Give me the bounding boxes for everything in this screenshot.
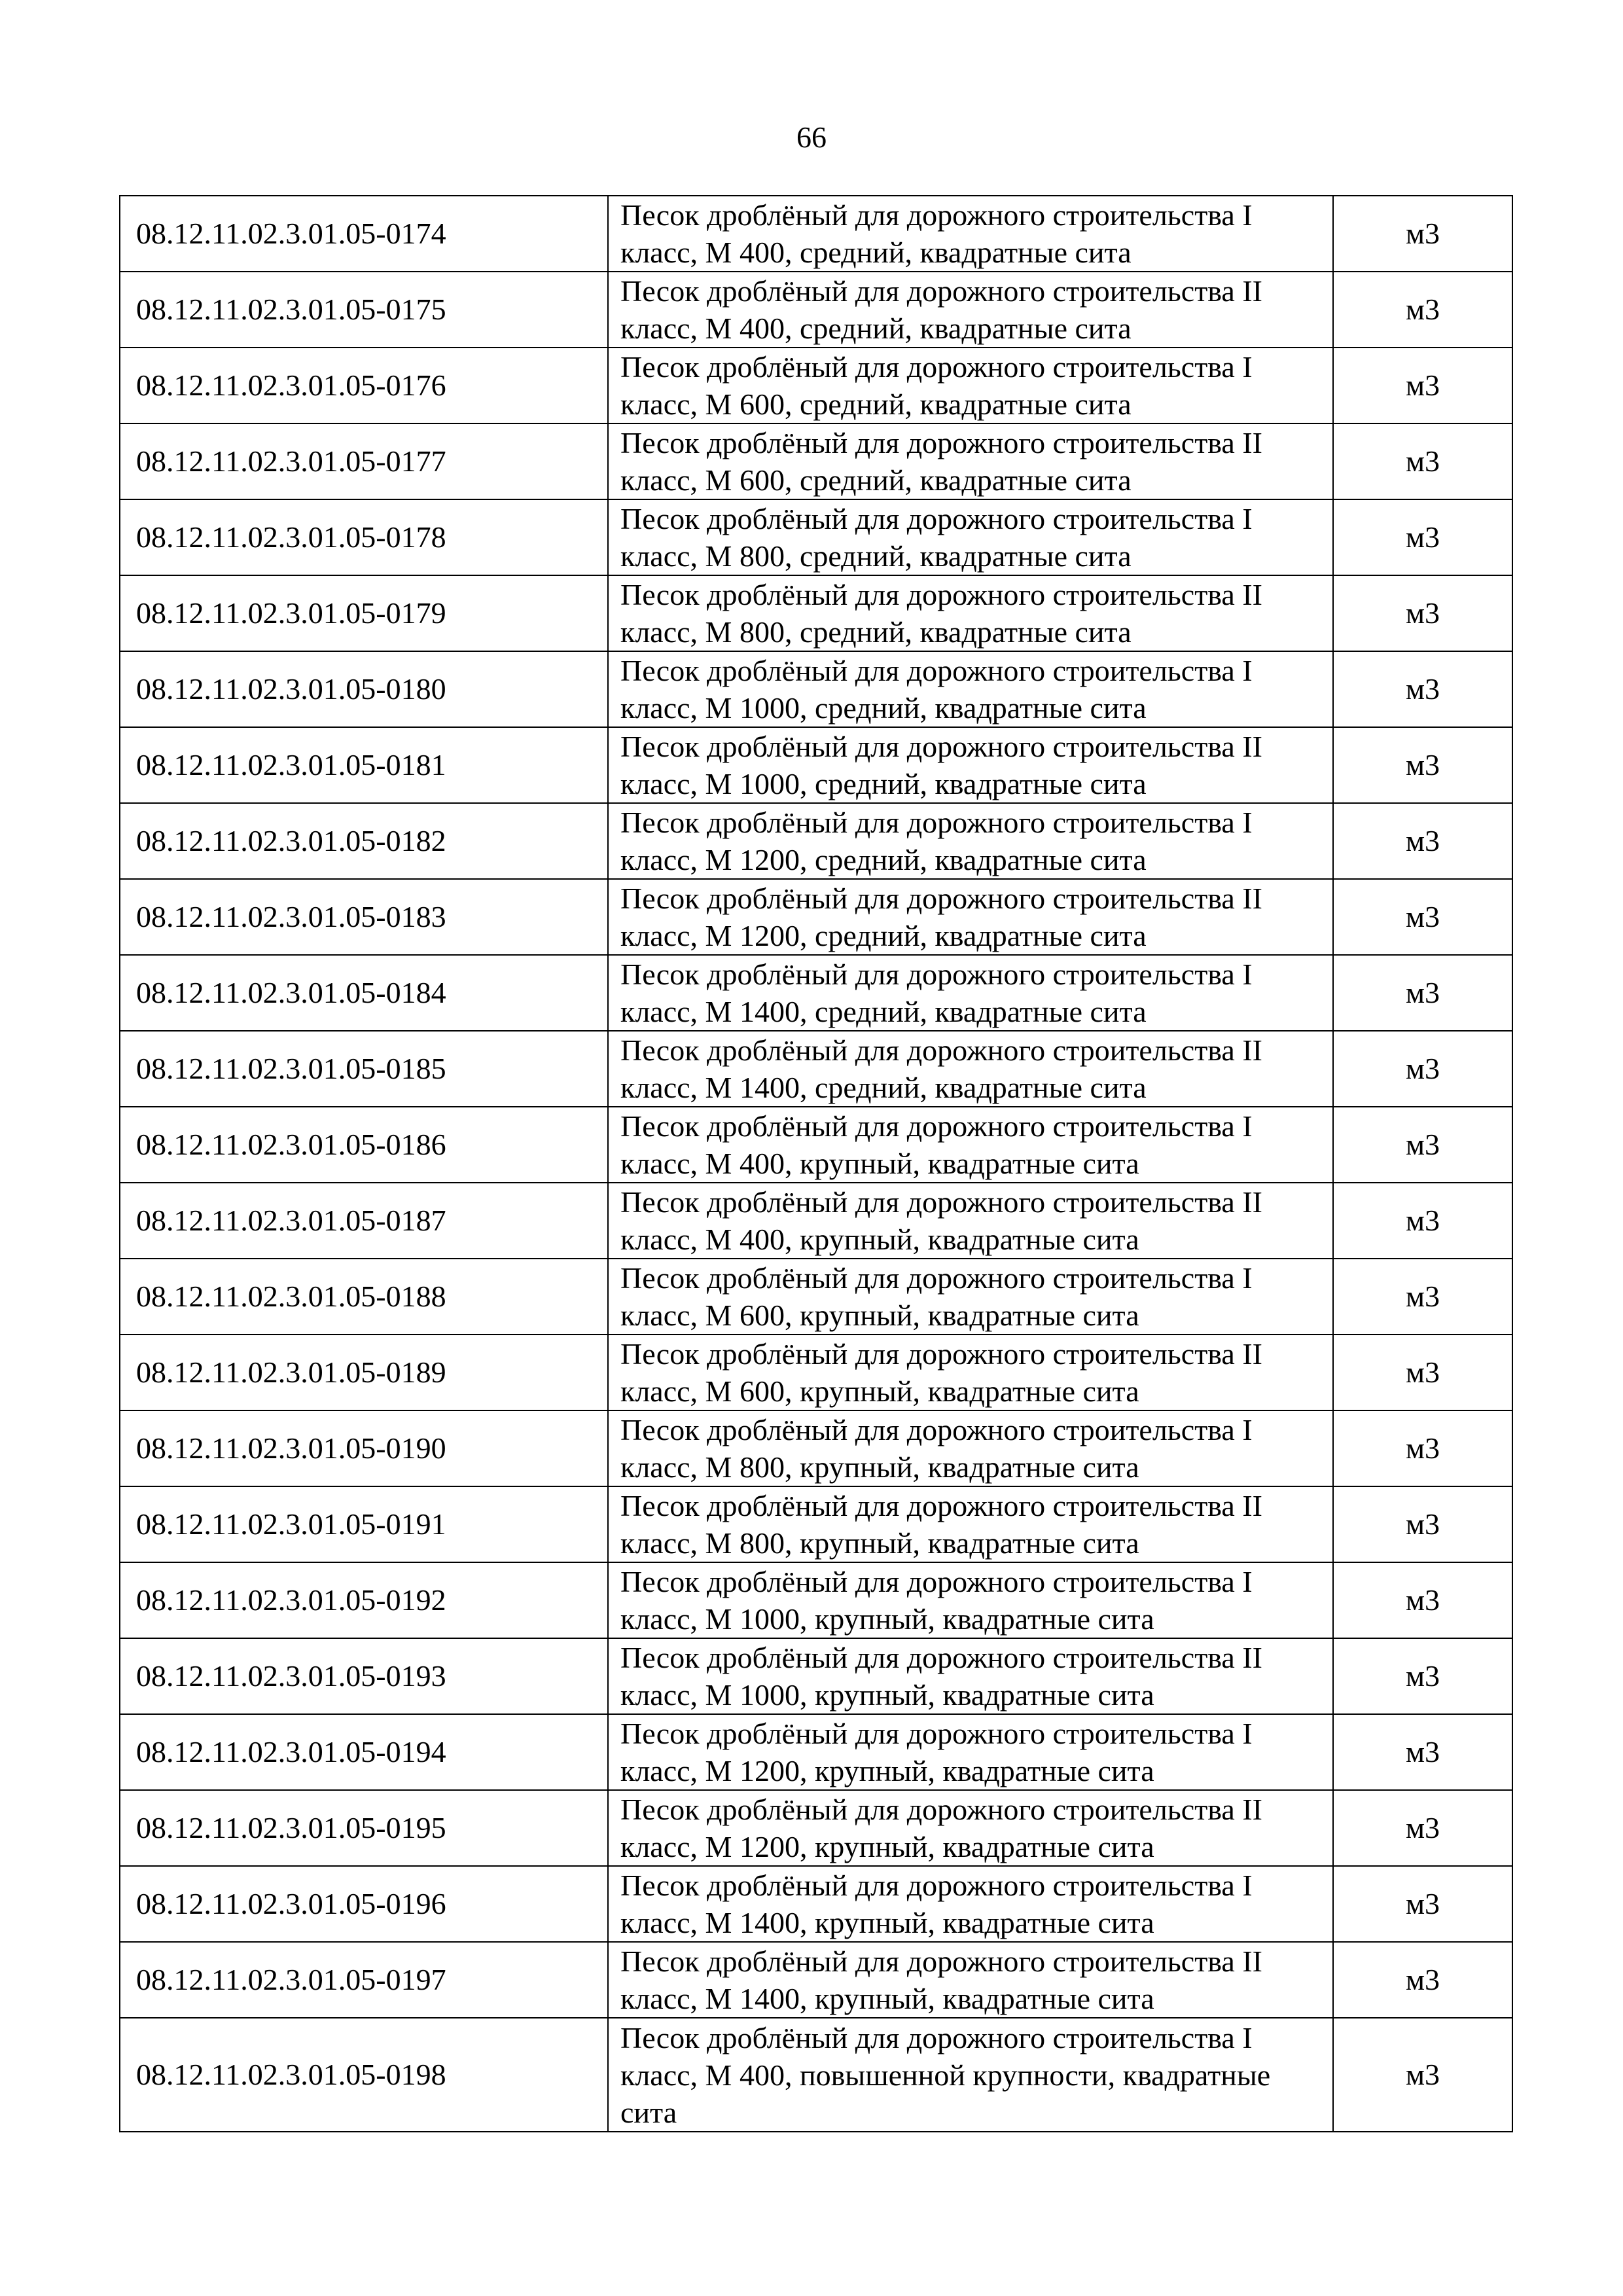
name-cell: Песок дроблёный для дорожного строительства I класс, М 1400, средний, квадратные сита [608,955,1333,1031]
name-cell: Песок дроблёный для дорожного строительства II класс, М 1200, средний, квадратные сита [608,879,1333,955]
table-row [120,1259,1512,1335]
unit-cell: м3 [1333,1714,1512,1790]
table-row [120,1942,1512,2018]
table-row [120,1410,1512,1486]
code-cell: 08.12.11.02.3.01.05-0184 [120,955,608,1031]
unit-cell: м3 [1333,1183,1512,1259]
name-cell: Песок дроблёный для дорожного строительства I класс, М 1000, средний, квадратные сита [608,651,1333,727]
code-cell: 08.12.11.02.3.01.05-0198 [120,2018,608,2132]
table-row [120,727,1512,803]
name-cell: Песок дроблёный для дорожного строительства II класс, М 600, средний, квадратные сита [608,423,1333,499]
code-cell: 08.12.11.02.3.01.05-0193 [120,1638,608,1714]
name-cell: Песок дроблёный для дорожного строительства II класс, М 1400, средний, квадратные сита [608,1031,1333,1107]
table-row [120,499,1512,575]
code-cell: 08.12.11.02.3.01.05-0186 [120,1107,608,1183]
code-cell: 08.12.11.02.3.01.05-0197 [120,1942,608,2018]
code-cell: 08.12.11.02.3.01.05-0176 [120,348,608,423]
name-cell: Песок дроблёный для дорожного строительства II класс, М 1000, средний, квадратные сита [608,727,1333,803]
table-row [120,1335,1512,1410]
page-number: 66 [796,120,827,154]
name-cell: Песок дроблёный для дорожного строительства I класс, М 800, крупный, квадратные сита [608,1410,1333,1486]
table-row [120,2018,1512,2132]
table-row [120,955,1512,1031]
name-cell: Песок дроблёный для дорожного строительства I класс, М 1400, крупный, квадратные сита [608,1866,1333,1942]
name-cell: Песок дроблёный для дорожного строительства II класс, М 800, средний, квадратные сита [608,575,1333,651]
table-row [120,1486,1512,1562]
table-row [120,879,1512,955]
unit-cell: м3 [1333,803,1512,879]
code-cell: 08.12.11.02.3.01.05-0174 [120,196,608,272]
name-cell: Песок дроблёный для дорожного строительства I класс, М 600, крупный, квадратные сита [608,1259,1333,1335]
unit-cell: м3 [1333,1942,1512,2018]
code-cell: 08.12.11.02.3.01.05-0177 [120,423,608,499]
unit-cell: м3 [1333,1638,1512,1714]
table-row [120,1790,1512,1866]
unit-cell: м3 [1333,196,1512,272]
table-row [120,272,1512,348]
table-row [120,196,1512,272]
name-cell: Песок дроблёный для дорожного строительства I класс, М 1000, крупный, квадратные сита [608,1562,1333,1638]
table-row [120,1183,1512,1259]
code-cell: 08.12.11.02.3.01.05-0191 [120,1486,608,1562]
table-row [120,1638,1512,1714]
name-cell: Песок дроблёный для дорожного строительства II класс, М 600, крупный, квадратные сита [608,1335,1333,1410]
code-cell: 08.12.11.02.3.01.05-0189 [120,1335,608,1410]
name-cell: Песок дроблёный для дорожного строительства II класс, М 400, средний, квадратные сита [608,272,1333,348]
code-cell: 08.12.11.02.3.01.05-0196 [120,1866,608,1942]
unit-cell: м3 [1333,2018,1512,2132]
unit-cell: м3 [1333,499,1512,575]
code-cell: 08.12.11.02.3.01.05-0188 [120,1259,608,1335]
code-cell: 08.12.11.02.3.01.05-0192 [120,1562,608,1638]
table-row [120,1866,1512,1942]
name-cell: Песок дроблёный для дорожного строительства I класс, М 400, повышенной крупности, квадратные сита [608,2018,1333,2132]
code-cell: 08.12.11.02.3.01.05-0181 [120,727,608,803]
name-cell: Песок дроблёный для дорожного строительства I класс, М 800, средний, квадратные сита [608,499,1333,575]
name-cell: Песок дроблёный для дорожного строительства I класс, М 600, средний, квадратные сита [608,348,1333,423]
table-row [120,423,1512,499]
code-cell: 08.12.11.02.3.01.05-0180 [120,651,608,727]
unit-cell: м3 [1333,272,1512,348]
unit-cell: м3 [1333,727,1512,803]
unit-cell: м3 [1333,423,1512,499]
code-cell: 08.12.11.02.3.01.05-0182 [120,803,608,879]
unit-cell: м3 [1333,1031,1512,1107]
table-row [120,1107,1512,1183]
unit-cell: м3 [1333,651,1512,727]
unit-cell: м3 [1333,1486,1512,1562]
table-row [120,803,1512,879]
unit-cell: м3 [1333,1866,1512,1942]
code-cell: 08.12.11.02.3.01.05-0179 [120,575,608,651]
name-cell: Песок дроблёный для дорожного строительства I класс, М 1200, средний, квадратные сита [608,803,1333,879]
name-cell: Песок дроблёный для дорожного строительства II класс, М 1200, крупный, квадратные сита [608,1790,1333,1866]
table-row [120,348,1512,423]
code-cell: 08.12.11.02.3.01.05-0183 [120,879,608,955]
name-cell: Песок дроблёный для дорожного строительства I класс, М 400, крупный, квадратные сита [608,1107,1333,1183]
code-cell: 08.12.11.02.3.01.05-0190 [120,1410,608,1486]
code-cell: 08.12.11.02.3.01.05-0178 [120,499,608,575]
code-cell: 08.12.11.02.3.01.05-0195 [120,1790,608,1866]
unit-cell: м3 [1333,1790,1512,1866]
unit-cell: м3 [1333,348,1512,423]
unit-cell: м3 [1333,879,1512,955]
table-row [120,1562,1512,1638]
name-cell: Песок дроблёный для дорожного строительства I класс, М 1200, крупный, квадратные сита [608,1714,1333,1790]
name-cell: Песок дроблёный для дорожного строительства II класс, М 400, крупный, квадратные сита [608,1183,1333,1259]
name-cell: Песок дроблёный для дорожного строительства II класс, М 800, крупный, квадратные сита [608,1486,1333,1562]
table-row [120,1031,1512,1107]
table-row [120,1714,1512,1790]
name-cell: Песок дроблёный для дорожного строительства II класс, М 1000, крупный, квадратные сита [608,1638,1333,1714]
code-cell: 08.12.11.02.3.01.05-0194 [120,1714,608,1790]
code-cell: 08.12.11.02.3.01.05-0175 [120,272,608,348]
unit-cell: м3 [1333,1259,1512,1335]
unit-cell: м3 [1333,1562,1512,1638]
unit-cell: м3 [1333,1107,1512,1183]
unit-cell: м3 [1333,575,1512,651]
unit-cell: м3 [1333,1335,1512,1410]
materials-table [119,195,1513,2132]
table-row [120,651,1512,727]
code-cell: 08.12.11.02.3.01.05-0187 [120,1183,608,1259]
unit-cell: м3 [1333,955,1512,1031]
code-cell: 08.12.11.02.3.01.05-0185 [120,1031,608,1107]
unit-cell: м3 [1333,1410,1512,1486]
name-cell: Песок дроблёный для дорожного строительства II класс, М 1400, крупный, квадратные сита [608,1942,1333,2018]
table-row [120,575,1512,651]
name-cell: Песок дроблёный для дорожного строительства I класс, М 400, средний, квадратные сита [608,196,1333,272]
